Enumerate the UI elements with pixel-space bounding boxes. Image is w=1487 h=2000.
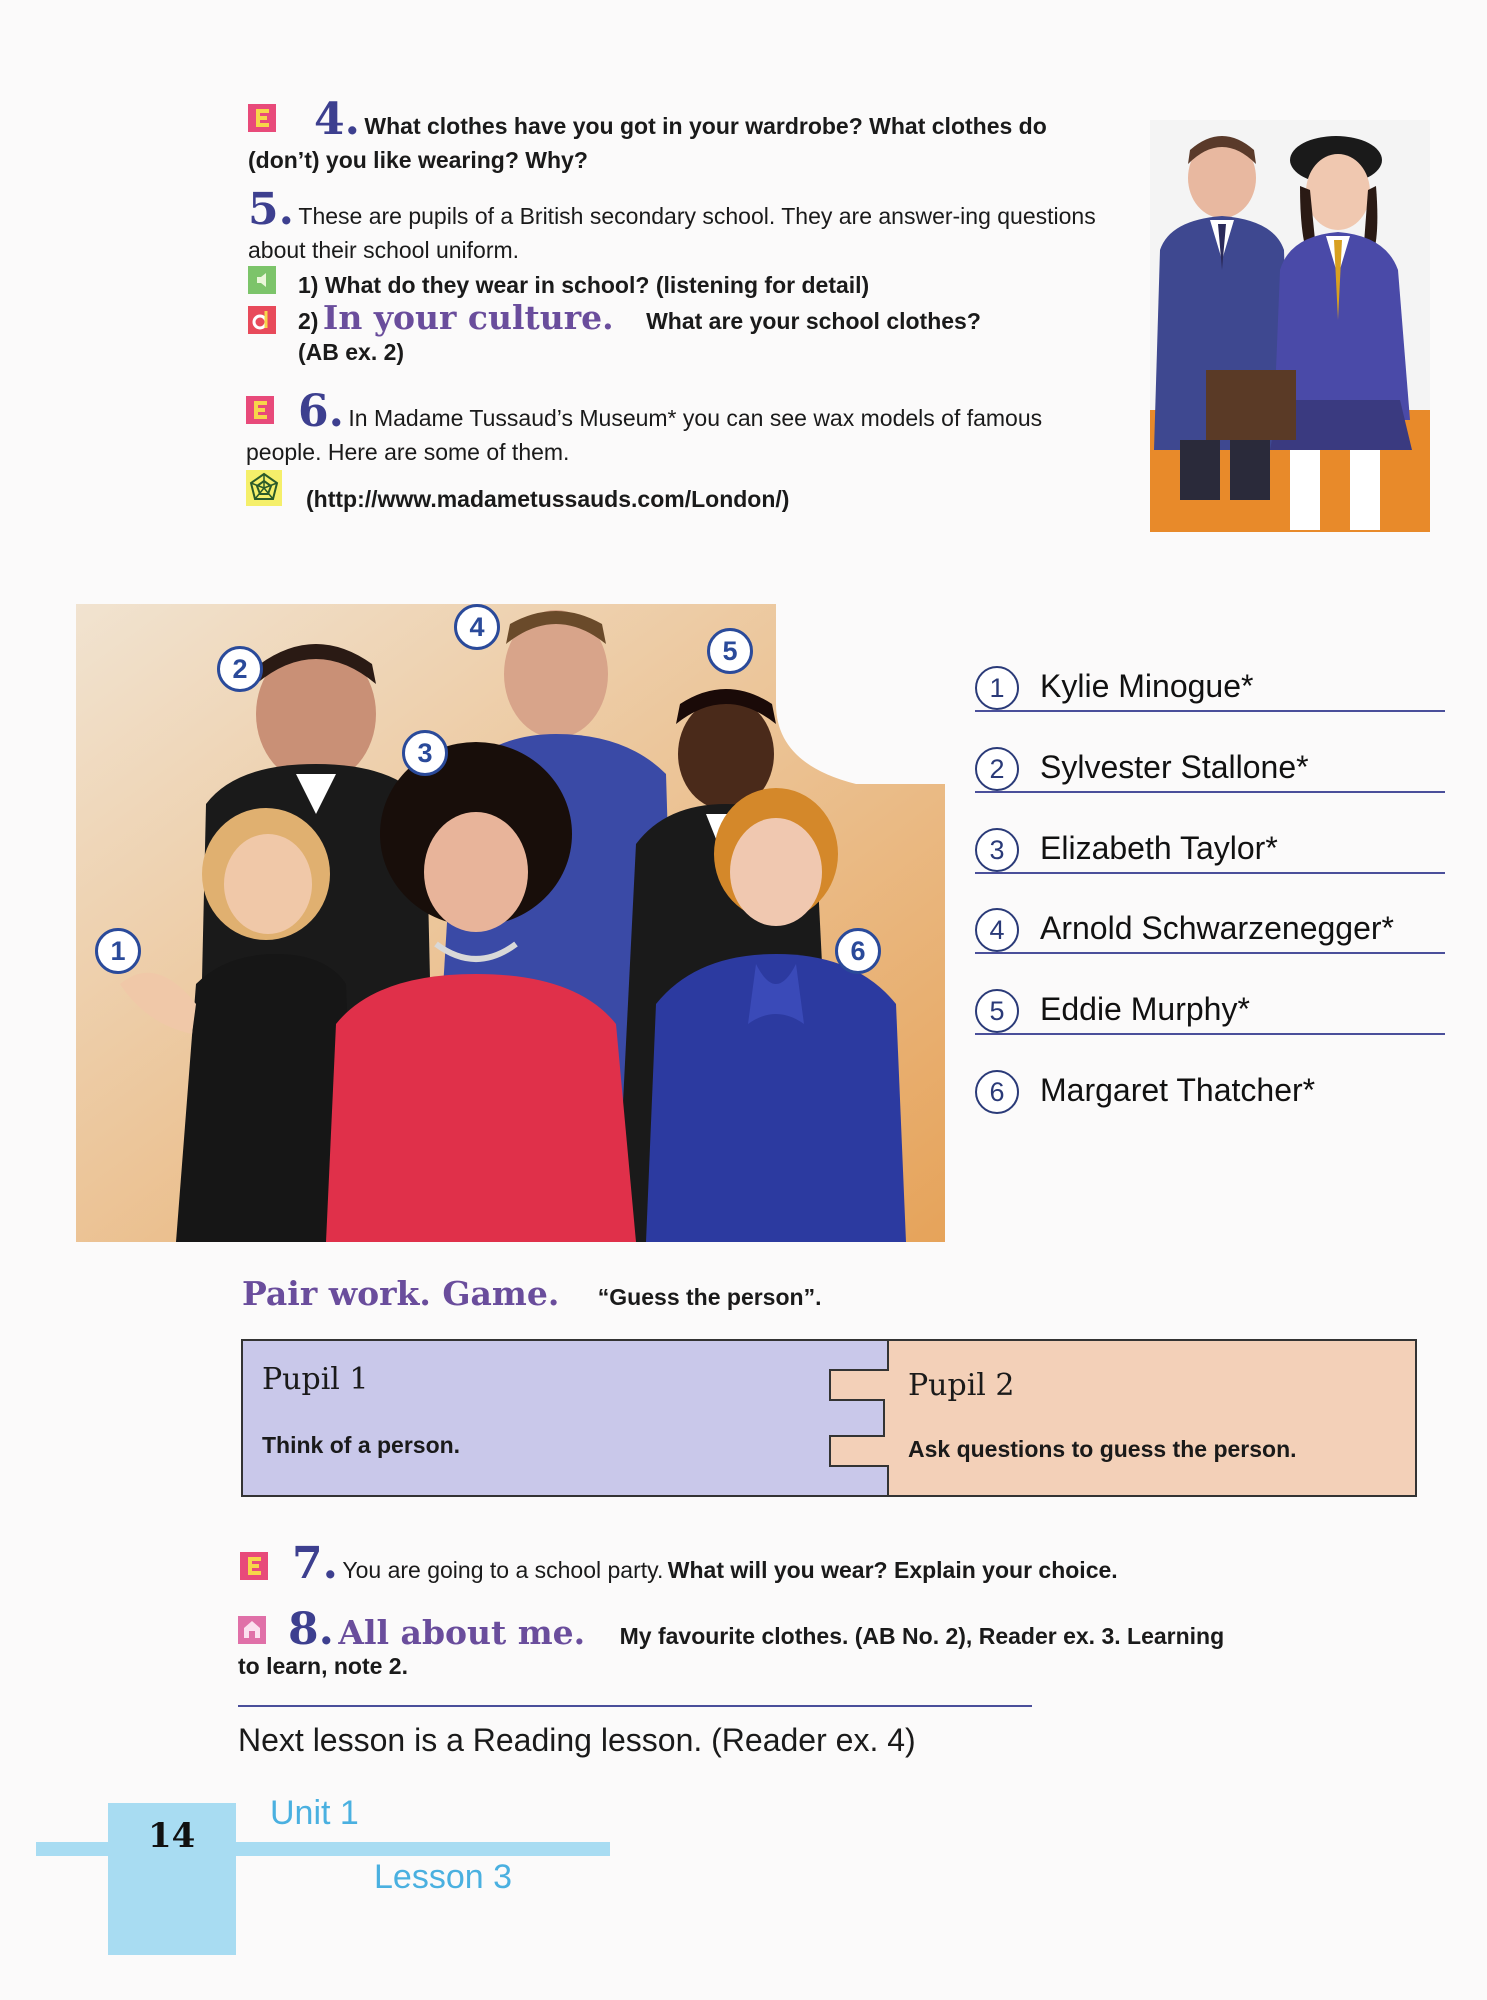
exercise-text: My favourite clothes. (AB No. 2), Reader ex. 3. Learning	[619, 1623, 1225, 1649]
exercise-number: 8.	[288, 1604, 334, 1655]
exercise-number: 4.	[314, 94, 360, 145]
celebrity-name: Sylvester Stallone*	[1040, 749, 1309, 785]
culture-icon	[248, 306, 276, 334]
unit-label: Unit 1	[270, 1794, 359, 1832]
exercise-4	[248, 94, 1108, 175]
pupil-2-label: Pupil 2	[908, 1368, 1015, 1403]
pairwork-puzzle-shape	[240, 1338, 1418, 1498]
exercise-heading: All about me.	[338, 1613, 586, 1652]
exercise-text: In Madame Tussaud’s Museum* you can see wax models of famous people. Here are some of them.	[246, 405, 1043, 465]
culture-heading: In your culture.	[322, 298, 614, 337]
celebrity-name: Margaret Thatcher*	[1040, 1072, 1316, 1108]
celebrity-name: Arnold Schwarzenegger*	[1040, 910, 1394, 946]
pairwork-table	[240, 1338, 1418, 1498]
exercise-e-icon	[240, 1552, 268, 1580]
photo-marker: 6	[835, 928, 881, 974]
divider	[238, 1705, 1032, 1707]
photo-marker: 4	[454, 604, 500, 650]
celebrity-name: Eddie Murphy*	[1040, 991, 1250, 1027]
list-item	[975, 1068, 1445, 1114]
exercise-text: You are going to a school party.	[342, 1557, 664, 1583]
exercise-number: 5.	[248, 184, 294, 235]
photo-marker: 1	[95, 928, 141, 974]
list-item	[975, 906, 1445, 954]
school-uniform-photo	[1150, 120, 1430, 532]
pupil-1-label: Pupil 1	[262, 1362, 369, 1397]
list-number: 2	[975, 747, 1019, 791]
wax-figures-illustration	[76, 604, 945, 1242]
exercise-text: These are pupils of a British secondary school. They are answer-ing questions about their school uniform.	[248, 203, 1096, 263]
photo-marker: 3	[402, 730, 448, 776]
pairwork-label: Pair work. Game.	[242, 1274, 560, 1313]
web-icon	[246, 470, 282, 506]
exercise-question: What will you wear? Explain your choice.	[667, 1557, 1118, 1583]
list-number: 6	[975, 1070, 1019, 1114]
museum-url[interactable]: (http://www.madametussauds.com/London/)	[306, 486, 790, 512]
page-number: 14	[148, 1816, 196, 1856]
exercise-5-question-2	[298, 298, 1108, 367]
photo-marker: 2	[217, 646, 263, 692]
celebrity-name: Kylie Minogue*	[1040, 668, 1254, 704]
exercise-5-question-1: 1) What do they wear in school? (listening for detail)	[298, 272, 870, 298]
exercise-7	[292, 1538, 1422, 1589]
next-lesson-note: Next lesson is a Reading lesson. (Reader ex. 4)	[238, 1722, 916, 1758]
list-number: 1	[975, 666, 1019, 710]
exercise-text: What clothes have you got in your wardrobe? What clothes do (don’t) you like wearing? Why?	[248, 113, 1047, 173]
exercise-6	[246, 386, 1108, 467]
exercise-number: 7.	[292, 1538, 338, 1589]
exercise-text-continued: to learn, note 2.	[238, 1653, 408, 1679]
list-number: 4	[975, 908, 1019, 952]
list-item	[975, 664, 1445, 712]
list-item	[975, 826, 1445, 874]
pairwork-heading	[242, 1274, 821, 1313]
lesson-label: Lesson 3	[374, 1858, 512, 1896]
question-text: What are your school clothes?	[646, 308, 981, 334]
wax-figures-photo	[76, 604, 945, 1242]
pupils-illustration	[1150, 120, 1430, 532]
question-number: 2)	[298, 308, 319, 334]
list-number: 3	[975, 828, 1019, 872]
list-item	[975, 745, 1445, 793]
exercise-5	[248, 184, 1108, 265]
exercise-8	[238, 1604, 1422, 1681]
pupil-2-instruction: Ask questions to guess the person.	[908, 1436, 1297, 1462]
game-title: “Guess the person”.	[597, 1284, 822, 1310]
list-item	[975, 987, 1445, 1035]
celebrity-name: Elizabeth Taylor*	[1040, 830, 1278, 866]
exercise-number: 6.	[298, 386, 344, 437]
listening-icon	[248, 266, 276, 294]
photo-marker: 5	[707, 628, 753, 674]
pupil-1-instruction: Think of a person.	[262, 1432, 461, 1458]
list-number: 5	[975, 989, 1019, 1033]
workbook-reference: (AB ex. 2)	[298, 339, 405, 365]
